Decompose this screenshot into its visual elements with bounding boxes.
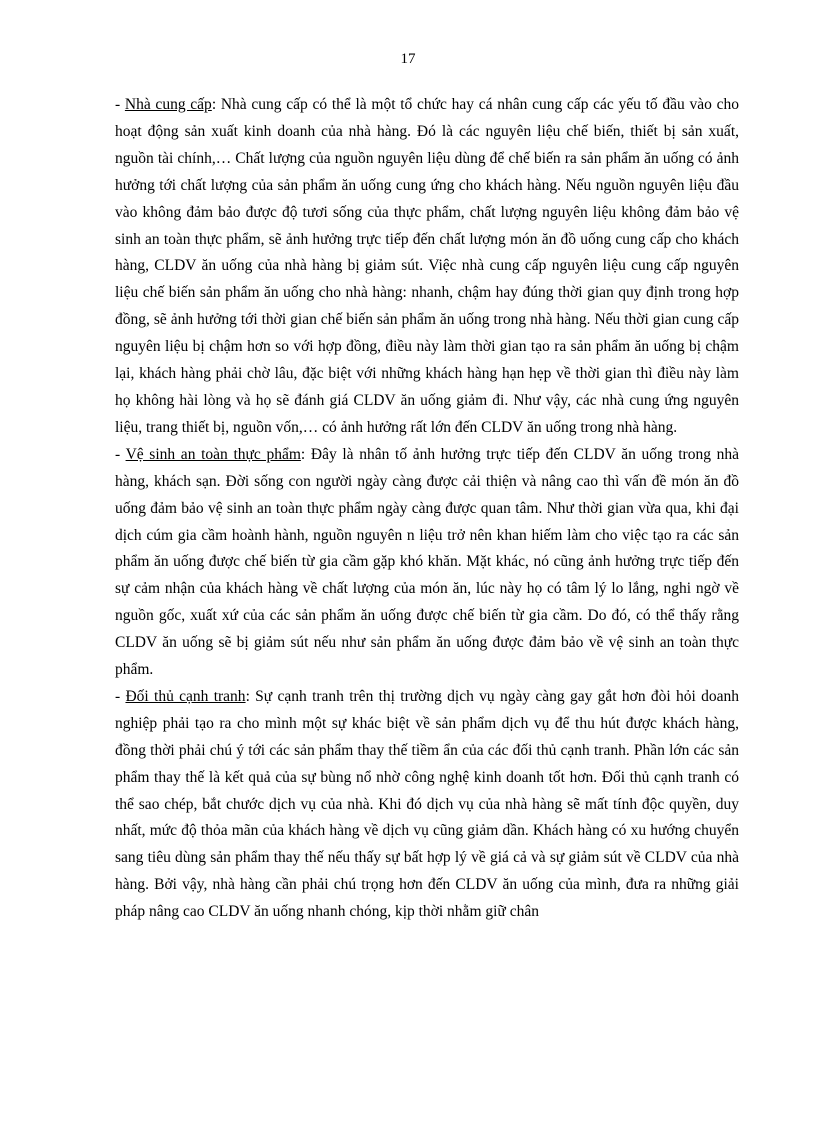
page-number: 17 [400, 51, 416, 67]
bullet-dash: - [115, 96, 125, 113]
bullet-dash: - [115, 445, 126, 463]
heading-competitors: Đối thủ cạnh tranh [125, 687, 246, 705]
paragraph-competitors [115, 684, 739, 926]
paragraph-supplier [115, 92, 739, 442]
heading-supplier: Nhà cung cấp [124, 96, 212, 113]
heading-food-safety: Vệ sinh an toàn thực phẩm [125, 445, 301, 463]
paragraph-text: : Đây là nhân tố ảnh hưởng trực tiếp đến CLDV ăn uống trong nhà hàng, khách sạn. Đời sống con người ngày càng được cải thiện và nâng cao thì vấn đề món ăn đồ uống đảm bảo vệ sinh an toàn thực phẩm ngày càng được quan tâm. Như thời gian vừa qua, khi đại dịch cúm gia cầm hoành hành, nguồn nguyên n liệu trở nên khan hiếm làm cho việc tạo ra các sản phẩm ăn uống được chế biến từ gia cầm gặp khó khăn. Mặt khác, nó cũng ảnh hưởng trực tiếp đến sự cảm nhận của khách hàng về chất lượng của món ăn, lúc này họ có tâm lý lo lắng, nghi ngờ về nguồn gốc, xuất xứ của các sản phẩm ăn uống được chế biến từ gia cầm. Do đó, có thể thấy rằng CLDV ăn uống sẽ bị giảm sút nếu như sản phẩm ăn uống được đảm bảo về vệ sinh an toàn thực phẩm. [115, 445, 739, 679]
paragraph-text: : Nhà cung cấp có thể là một tổ chức hay cá nhân cung cấp các yếu tố đầu vào cho hoạt động sản xuất kinh doanh của nhà hàng. Đó là các nguyên liệu chế biến, thiết bị sản xuất, nguồn tài chính,… Chất lượng của nguồn nguyên liệu dùng để chế biến ra sản phẩm ăn uống có ảnh hưởng tới chất lượng của sản phẩm ăn uống cung ứng cho khách hàng. Nếu nguồn nguyên liệu đầu vào không đảm bảo được độ tươi sống của thực phẩm, chất lượng nguyên liệu không đảm bảo vệ sinh an toàn thực phẩm, sẽ ảnh hưởng trực tiếp đến chất lượng món ăn đồ uống cung cấp cho khách hàng, CLDV ăn uống của nhà hàng bị giảm sút. Việc nhà cung cấp nguyên liệu cung cấp nguyên liệu chế biến sản phẩm ăn uống cho nhà hàng: nhanh, chậm hay đúng thời gian quy định trong hợp đồng, sẽ ảnh hưởng tới thời gian chế biến sản phẩm ăn uống trong nhà hàng. Nếu thời gian cung cấp nguyên liệu bị chậm hơn so với hợp đồng, điều này làm thời gian tạo ra sản phẩm ăn uống bị chậm lại, khách hàng phải chờ lâu, đặc biệt với những khách hàng hạn hẹp về thời gian thì điều này làm họ không hài lòng và họ sẽ đánh giá CLDV ăn uống giảm đi. Như vậy, các nhà cung ứng nguyên liệu, trang thiết bị, nguồn vốn,… có ảnh hưởng rất lớn đến CLDV ăn uống trong nhà hàng. [115, 96, 739, 436]
paragraph-text: : Sự cạnh tranh trên thị trường dịch vụ ngày càng gay gắt hơn đòi hỏi doanh nghiệp phải tạo ra cho mình một sự khác biệt về sản phẩm dịch vụ để thu hút được khách hàng, đồng thời phải chú ý tới các sản phẩm thay thế tiềm ẩn của các đối thủ cạnh tranh. Phần lớn các sản phẩm thay thế là kết quả của sự bùng nổ nhờ công nghệ kinh doanh tốt hơn. Đối thủ cạnh tranh có thể sao chép, bắt chước dịch vụ của nhà. Khi đó dịch vụ của nhà hàng sẽ mất tính độc quyền, duy nhất, mức độ thỏa mãn của khách hàng về dịch vụ cũng giảm dần. Khách hàng có xu hướng chuyển sang tiêu dùng sản phẩm thay thế nếu thấy sự bất hợp lý về giá cả và sự giảm sút về CLDV của nhà hàng. Bởi vậy, nhà hàng cần phải chú trọng hơn đến CLDV ăn uống của mình, đưa ra những giải pháp nâng cao CLDV ăn uống nhanh chóng, kịp thời nhằm giữ chân [115, 687, 739, 921]
paragraph-food-safety [115, 442, 739, 684]
body-text [115, 92, 739, 926]
bullet-dash: - [115, 687, 126, 705]
